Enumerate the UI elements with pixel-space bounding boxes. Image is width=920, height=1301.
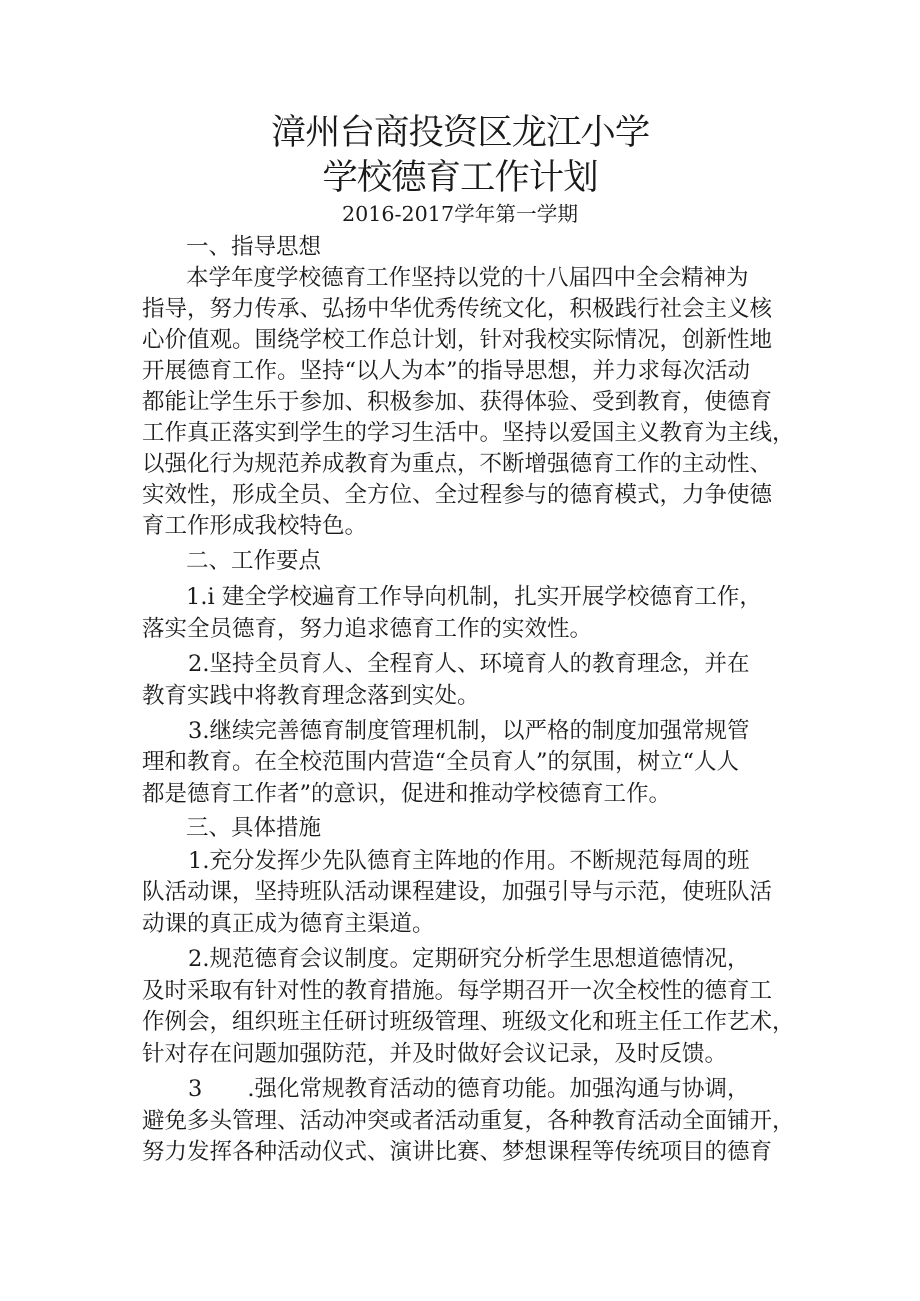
body-line: 落实全员德育，努力追求德育工作的实效性。 xyxy=(142,616,593,642)
body-line: 开展德育工作。坚持“以人为本”的指导思想，并力求每次活动 xyxy=(142,358,751,384)
body-line: 2.坚持全员育人、全程育人、环境育人的教育理念，并在 xyxy=(188,651,750,677)
body-line: 工作真正落实到学生的学习生活中。坚持以爱国主义教育为主线， xyxy=(142,420,795,446)
body-line: 努力发挥各种活动仪式、演讲比赛、梦想课程等传统项目的德育 xyxy=(142,1139,773,1165)
section-heading: 一、指导思想 xyxy=(186,234,322,260)
section-heading: 二、工作要点 xyxy=(186,548,322,574)
body-line: 都是德育工作者”的意识，促进和推动学校德育工作。 xyxy=(142,781,672,807)
body-line: 理和教育。在全校范围内营造“全员育人”的氛围，树立“人人 xyxy=(142,749,740,775)
document-title-plan: 学校德育工作计划 xyxy=(322,157,598,198)
body-line: 3 .强化常规教育活动的德育功能。加强沟通与协调， xyxy=(188,1076,750,1102)
body-line: 心价值观。围绕学校工作总计划，针对我校实际情况，创新性地 xyxy=(142,327,773,353)
body-line: 育工作形成我校特色。 xyxy=(142,513,368,539)
document-term: 2016-2017学年第一学期 xyxy=(341,202,579,226)
body-line: 3.继续完善德育制度管理机制，以严格的制度加强常规管 xyxy=(188,718,750,744)
body-line: 1.i 建全学校遍育工作导向机制，扎实开展学校德育工作， xyxy=(186,584,762,610)
body-line: 2.规范德育会议制度。定期研究分析学生思想道德情况， xyxy=(188,946,750,972)
body-line: 针对存在问题加强防范，并及时做好会议记录，及时反馈。 xyxy=(142,1041,728,1067)
body-line: 动课的真正成为德育主渠道。 xyxy=(142,911,435,937)
body-line: 避免多头管理、活动冲突或者活动重复，各种教育活动全面铺开， xyxy=(142,1108,795,1134)
body-line: 1.充分发挥少先队德育主阵地的作用。不断规范每周的班 xyxy=(188,848,750,874)
document-title-school: 漳州台商投资区龙江小学 xyxy=(270,112,650,153)
body-line: 及时采取有针对性的教育措施。每学期召开一次全校性的德育工 xyxy=(142,978,773,1004)
body-line: 本学年度学校德育工作坚持以党的十八届四中全会精神为 xyxy=(186,265,749,291)
body-line: 教育实践中将教育理念落到实处。 xyxy=(142,683,480,709)
body-line: 实效性，形成全员、全方位、全过程参与的德育模式，力争使德 xyxy=(142,482,773,508)
body-line: 指导，努力传承、弘扬中华优秀传统文化，积极践行社会主义核 xyxy=(142,296,773,322)
body-line: 以强化行为规范养成教育为重点，不断增强德育工作的主动性、 xyxy=(142,451,773,477)
body-line: 都能让学生乐于参加、积极参加、获得体验、受到教育，使德育 xyxy=(142,389,773,415)
body-line: 作例会，组织班主任研讨班级管理、班级文化和班主任工作艺术， xyxy=(142,1009,795,1035)
body-line: 队活动课，坚持班队活动课程建设，加强引导与示范，使班队活 xyxy=(142,879,773,905)
section-heading: 三、具体措施 xyxy=(186,815,322,841)
